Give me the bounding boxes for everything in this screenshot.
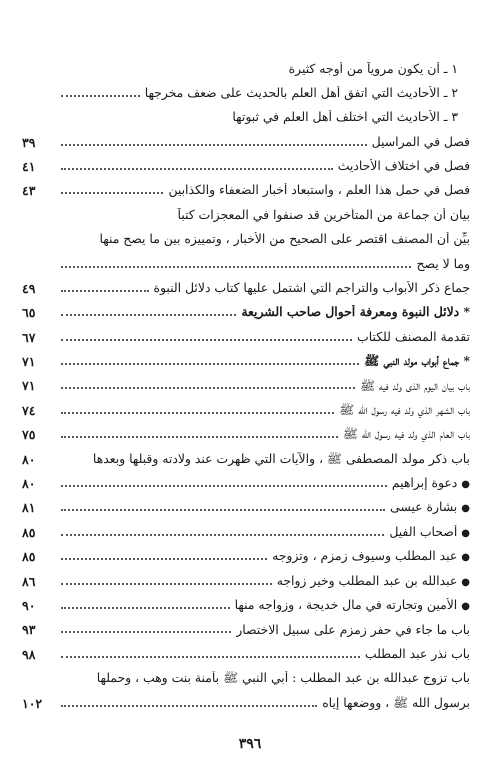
toc-entry-text: برسول الله ﷺ ، ووضعها إياه <box>322 695 470 710</box>
table-of-contents <box>22 52 470 711</box>
dot-leader <box>61 191 163 194</box>
toc-entry-title <box>236 623 470 638</box>
toc-entry-page-number: ٧١ <box>22 378 36 394</box>
toc-entry-text: باب الشهر الذي ولد فيه رسول الله ﷺ <box>339 402 470 417</box>
bullet-icon: ● <box>461 479 470 491</box>
toc-entry <box>22 393 470 417</box>
toc-entry <box>22 540 470 564</box>
toc-entry-title <box>416 257 470 272</box>
toc-entry-page-number: ٩٠ <box>22 597 36 613</box>
bullet-icon: ● <box>461 503 470 515</box>
toc-entry-title <box>343 427 470 442</box>
toc-entry-text: فصل في حمل هذا العلم ، واستبعاد أخبار الضعفاء والكذابين <box>168 183 470 198</box>
toc-entry-page-number: ٤١ <box>22 158 36 174</box>
toc-entry <box>22 76 470 100</box>
toc-entry-title <box>364 354 470 369</box>
toc-entry-title <box>235 598 470 613</box>
toc-entry-text: ١ ـ أن يكون مروياً من أوجه كثيرة <box>288 61 458 76</box>
toc-entry-text: ٣ ـ الأحاديث التي اختلف أهل العلم في ثبوتها <box>232 110 458 125</box>
toc-entry-title <box>365 647 470 662</box>
toc-entry-title <box>97 671 470 686</box>
toc-entry-page-number: ٤٣ <box>22 183 36 199</box>
toc-entry-text: دعوة إبراهيم <box>391 476 458 491</box>
toc-entry-title <box>392 476 470 491</box>
toc-entry <box>22 662 470 686</box>
toc-entry-text: باب ما جاء في حفر زمزم على سبيل الاختصار <box>236 622 470 637</box>
toc-entry-title <box>154 281 470 296</box>
toc-entry-page-number: ٩٣ <box>22 622 36 638</box>
toc-entry-page-number: ٧١ <box>22 354 36 370</box>
toc-entry-text: جماع ذكر الأبواب والتراجم التي اشتمل عليها كتاب دلائل النبوة <box>153 281 470 296</box>
toc-entry-text: باب بيان اليوم الذي ولد فيه ﷺ <box>360 378 470 393</box>
dot-leader <box>61 533 384 536</box>
dot-leader <box>61 411 334 414</box>
dot-leader <box>61 94 140 97</box>
toc-entry-text: بيان أن جماعة من المتأخرين قد صنفوا في المعجزات كتباً <box>177 207 470 222</box>
dot-leader <box>61 313 236 316</box>
toc-entry-title <box>360 379 470 394</box>
toc-entry <box>22 369 470 393</box>
toc-entry <box>22 467 470 491</box>
dot-leader <box>61 484 387 487</box>
dot-leader <box>61 557 267 560</box>
toc-entry-title <box>145 86 470 101</box>
toc-entry-title <box>339 403 470 418</box>
toc-entry-title <box>168 183 470 198</box>
toc-entry-text: فصل في المراسيل <box>371 134 470 149</box>
toc-entry-text: باب العام الذي ولد فيه رسول الله ﷺ <box>342 427 470 442</box>
toc-entry-title <box>389 525 470 540</box>
dot-leader <box>61 606 230 609</box>
dot-leader <box>61 143 367 146</box>
toc-entry-text: باب تزوج عبدالله بن عبد المطلب : أبي النبي ﷺ بآمنة بنت وهب ، وحملها <box>96 671 470 686</box>
toc-entry <box>22 272 470 296</box>
toc-entry <box>22 296 470 320</box>
toc-entry-title <box>177 208 470 223</box>
toc-entry <box>22 637 470 661</box>
toc-entry <box>22 564 470 588</box>
toc-entry-title <box>289 62 470 77</box>
toc-entry-page-number: ٨٠ <box>22 476 36 492</box>
bullet-icon: ● <box>461 527 470 539</box>
toc-entry <box>22 150 470 174</box>
toc-entry-text: * دلائل النبوة ومعرفة أحوال صاحب الشريعة <box>241 305 470 320</box>
toc-entry <box>22 515 470 539</box>
toc-entry <box>22 418 470 442</box>
dot-leader <box>61 338 352 341</box>
toc-entry-text: * جماع أبواب مولد النبي ﷺ <box>364 354 470 369</box>
toc-entry-title <box>357 330 470 345</box>
toc-entry-text: عبدالله بن عبد المطلب وخير زواجه <box>276 573 458 588</box>
toc-entry <box>22 686 470 710</box>
toc-entry <box>22 223 470 247</box>
toc-entry <box>22 101 470 125</box>
toc-entry-page-number: ٨٦ <box>22 573 36 589</box>
toc-entry <box>22 125 470 149</box>
toc-entry-title <box>241 305 470 320</box>
toc-entry-page-number: ٤٩ <box>22 280 36 296</box>
toc-entry-page-number: ٨١ <box>22 500 36 516</box>
toc-entry-page-number: ٨٠ <box>22 451 36 467</box>
dot-leader <box>61 289 149 292</box>
toc-entry-title <box>322 696 470 711</box>
toc-entry-text: فصل في اختلاف الأحاديث <box>337 159 470 174</box>
toc-entry-page-number: ١٠٢ <box>22 695 43 711</box>
toc-entry-text: ٢ ـ الأحاديث التي اتفق أهل العلم بالحديث على ضعف مخرجها <box>144 85 458 100</box>
toc-entry-page-number: ٦٥ <box>22 305 36 321</box>
toc-entry-title <box>277 574 470 589</box>
toc-entry-text: باب ذكر مولد المصطفى ﷺ ، والآيات التي ظهرت عند ولادته وقبلها وبعدها <box>92 451 470 466</box>
dot-leader <box>61 508 385 511</box>
bullet-icon: ● <box>461 552 470 564</box>
toc-entry-page-number: ٨٥ <box>22 549 36 565</box>
toc-entry <box>22 491 470 515</box>
toc-entry <box>22 247 470 271</box>
toc-entry-page-number: ٩٨ <box>22 646 36 662</box>
toc-entry <box>22 345 470 369</box>
toc-entry <box>22 198 470 222</box>
bullet-icon: ● <box>461 600 470 612</box>
toc-entry-page-number: ٣٩ <box>22 134 36 150</box>
dot-leader <box>61 655 360 658</box>
toc-entry-text: بيِّن أن المصنف اقتصر على الصحيح من الأخبار ، وتمييزه بين ما يصح منها <box>99 232 470 247</box>
toc-entry <box>22 174 470 198</box>
dot-leader <box>61 362 359 365</box>
toc-entry-title <box>272 549 470 564</box>
dot-leader <box>61 435 338 438</box>
toc-entry <box>22 52 470 76</box>
toc-entry-text: أصحاب الفيل <box>389 524 458 539</box>
toc-entry-title <box>232 110 470 125</box>
toc-entry-text: وما لا يصح <box>416 256 470 271</box>
toc-entry-title <box>390 500 470 515</box>
toc-entry-text: الأمين وتجارته في مال خديجة ، وزواجه منها <box>234 597 458 612</box>
toc-entry <box>22 442 470 466</box>
dot-leader <box>61 630 231 633</box>
toc-entry-title <box>93 452 470 467</box>
toc-entry-title <box>338 159 470 174</box>
toc-entry-page-number: ٧٤ <box>22 402 36 418</box>
toc-entry-page-number: ٨٥ <box>22 524 36 540</box>
dot-leader <box>61 704 317 707</box>
dot-leader <box>61 582 272 585</box>
toc-entry-text: باب نذر عبد المطلب <box>364 646 470 661</box>
page-number-footer: ٣٩٦ <box>238 736 262 752</box>
dot-leader <box>61 167 333 170</box>
toc-entry-page-number: ٧٥ <box>22 427 36 443</box>
toc-entry-text: تقدمة المصنف للكتاب <box>357 329 470 344</box>
bullet-icon: ● <box>461 576 470 588</box>
toc-entry <box>22 589 470 613</box>
toc-entry-text: بشارة عيسى <box>390 500 458 515</box>
toc-entry <box>22 320 470 344</box>
dot-leader <box>61 386 355 389</box>
dot-leader <box>61 265 411 268</box>
toc-entry <box>22 613 470 637</box>
toc-entry-title <box>100 232 471 247</box>
toc-entry-page-number: ٦٧ <box>22 329 36 345</box>
toc-entry-text: عبد المطلب وسيوف زمزم ، وتزوجه <box>272 549 458 564</box>
toc-entry-title <box>372 135 470 150</box>
